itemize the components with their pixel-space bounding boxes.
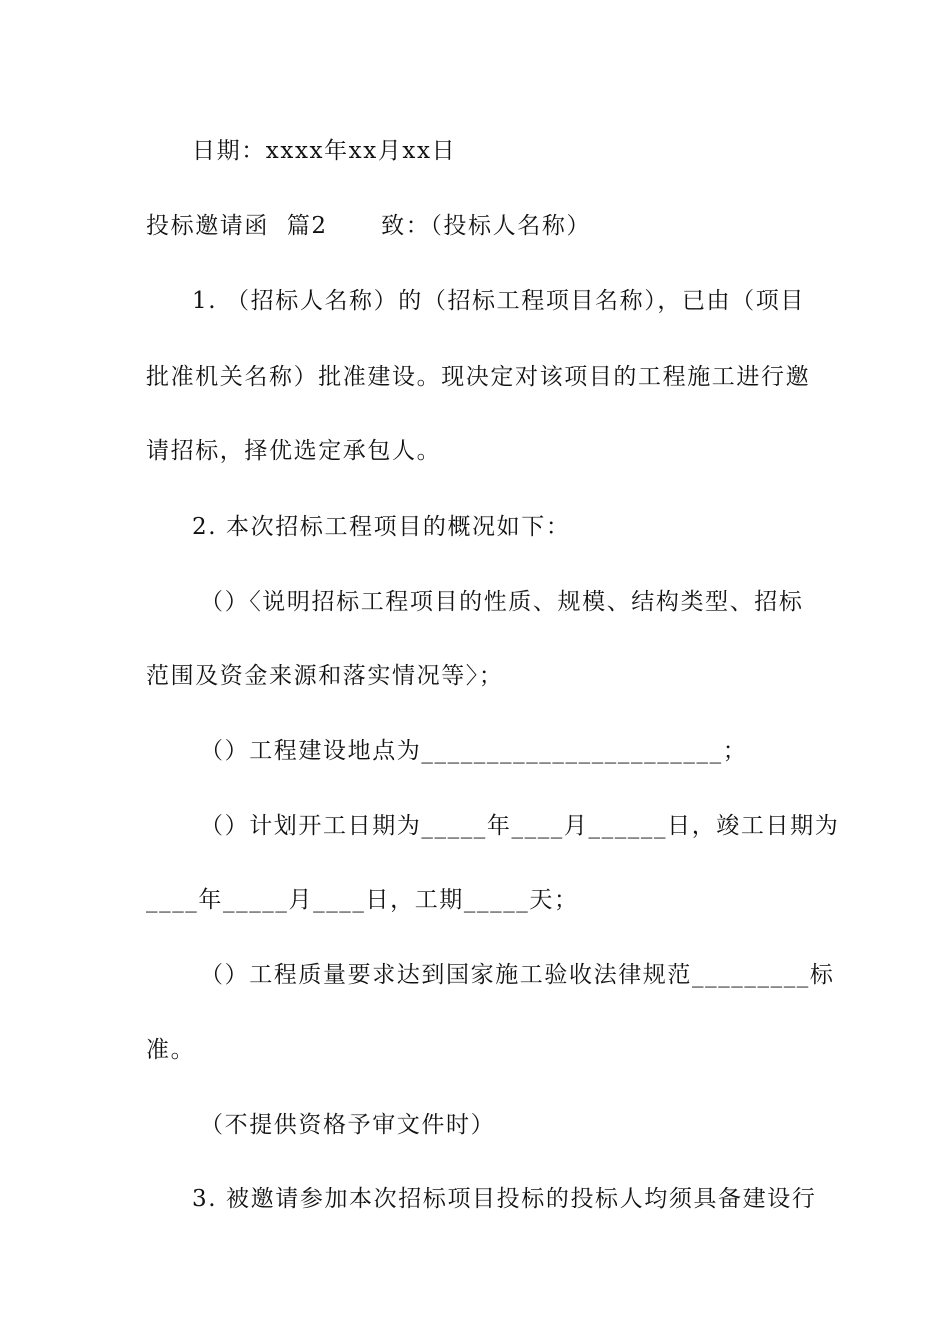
item-nature-line-1: （）〈说明招标工程项目的性质、规模、结构类型、招标 [200, 589, 804, 615]
item-nature-line-2: 范围及资金来源和落实情况等〉； [146, 663, 504, 689]
item-quality-line-2: 准。 [146, 1037, 196, 1063]
note-no-prequalification: （不提供资格予审文件时） [200, 1112, 496, 1138]
letter-heading: 投标邀请函 篇2 致：（投标人名称） [146, 213, 592, 239]
paragraph-2-heading: 2. 本次招标工程项目的概况如下： [192, 514, 571, 540]
paragraph-1-line-3: 请招标，择优选定承包人。 [146, 438, 442, 464]
item-schedule-line-2: ____年_____月____日，工期_____天； [146, 887, 579, 913]
item-location: （）工程建设地点为_______________________； [200, 738, 748, 764]
item-quality-line-1: （）工程质量要求达到国家施工验收法律规范_________标 [200, 962, 835, 988]
item-schedule-line-1: （）计划开工日期为_____年____月______日，竣工日期为 [200, 813, 840, 839]
paragraph-3-line-1: 3. 被邀请参加本次招标项目投标的投标人均须具备建设行 [192, 1186, 817, 1212]
date-line: 日期：xxxx年xx月xx日 [192, 138, 457, 164]
paragraph-1-line-1: 1. （招标人名称）的（招标工程项目名称），已由（项目 [192, 288, 805, 314]
paragraph-1-line-2: 批准机关名称）批准建设。现决定对该项目的工程施工进行邀 [146, 364, 811, 390]
